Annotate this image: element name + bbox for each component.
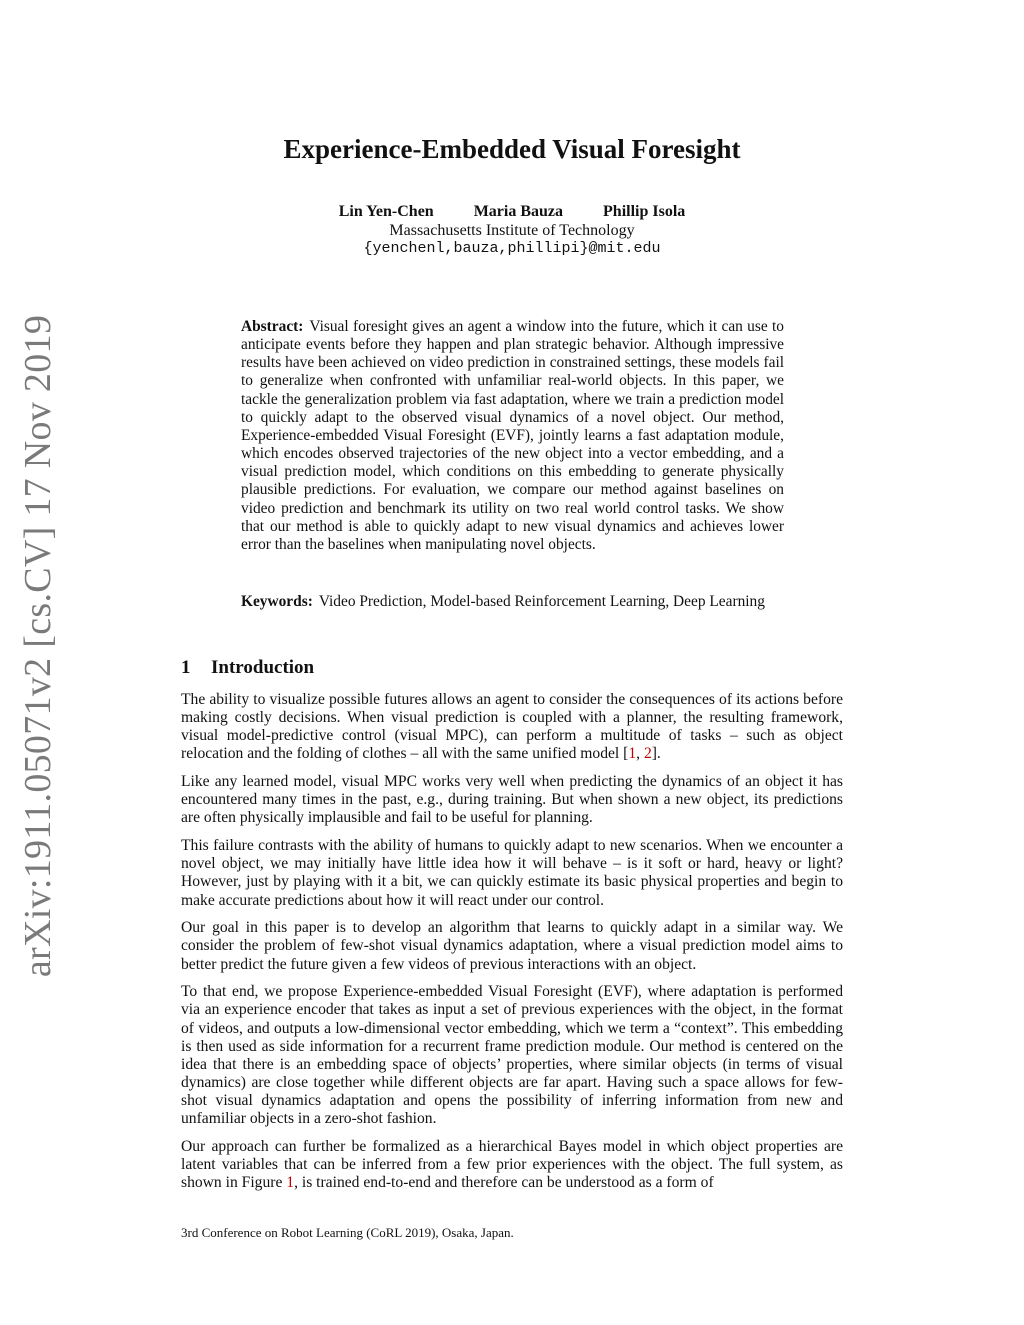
paragraph-text-end: , is trained end-to-end and therefore can be understood as a form of: [294, 1174, 714, 1192]
section-heading: [181, 657, 314, 679]
author-list: [0, 203, 1024, 221]
author-name: Lin Yen-Chen: [338, 203, 434, 220]
paragraph: To that end, we propose Experience-embedded Visual Foresight (EVF), where adaptation is performed via an experience encoder that takes as input a set of previous experiences with the object, in the format of videos, and outputs a low-dimensional vector embedding, which we term a “context”. This embedding is then used as side information for a recurrent frame prediction module. Our method is centered on the idea that there is an embedding space of objects’ properties, where similar objects (in terms of visual dynamics) are close together while different objects are far apart. Having such a space allows for few-shot visual dynamics adaptation and opens the possibility of inferring information from new and unfamiliar objects in a zero-shot fashion.: [181, 983, 843, 1128]
introduction-body: [181, 691, 843, 1192]
section-title: Introduction: [211, 657, 315, 678]
paragraph-text-end: ].: [651, 745, 661, 763]
paragraph: This failure contrasts with the ability of humans to quickly adapt to new scenarios. When we encounter a novel object, we may initially have little idea how it will behave – is it soft or hard, heavy or light? However, just by playing with it a bit, we can quickly estimate its basic physical properties and begin to make accurate predictions about how it will react under our control.: [181, 837, 843, 909]
affiliation: Massachusetts Institute of Technology: [389, 222, 635, 239]
citation-link[interactable]: 2: [643, 745, 652, 763]
conference-footnote: 3rd Conference on Robot Learning (CoRL 2019), Osaka, Japan.: [181, 1225, 514, 1240]
arxiv-sidebar-stamp: [4, 314, 72, 977]
abstract: [241, 318, 784, 554]
abstract-label: Abstract:: [241, 318, 304, 335]
paragraph: Like any learned model, visual MPC works very well when predicting the dynamics of an object it has encountered many times in the past, e.g., during training. But when shown a new object, its predictions are often physically implausible and fail to be useful for planning.: [181, 773, 843, 827]
paper-title: Experience-Embedded Visual Foresight: [283, 134, 741, 164]
author-email: {yenchenl,bauza,phillipi}@mit.edu: [363, 240, 661, 257]
author-name: Maria Bauza: [473, 203, 564, 220]
author-name: Phillip Isola: [603, 203, 686, 220]
citation-link[interactable]: 1: [628, 745, 637, 763]
arxiv-identifier: arXiv:1911.05071v2 [cs.CV] 17 Nov 2019: [17, 314, 59, 977]
figure-reference-link[interactable]: 1: [286, 1174, 295, 1192]
paragraph: Our goal in this paper is to develop an algorithm that learns to quickly adapt in a similar way. We consider the problem of few-shot visual dynamics adaptation, where a visual prediction model aims to better predict the future given a few videos of previous interactions with an object.: [181, 919, 843, 973]
keywords: [241, 593, 784, 611]
paragraph-text: The ability to visualize possible futures allows an agent to consider the consequences of its actions before making costly decisions. When visual prediction is coupled with a planner, the resulting framework, visual model-predictive control (visual MPC), can perform a multitude of tasks – such as object relocation and the folding of clothes – all with the same unified model [: [181, 691, 843, 763]
paragraph: [181, 1138, 843, 1192]
keywords-text: Video Prediction, Model-based Reinforcement Learning, Deep Learning: [318, 593, 765, 610]
keywords-label: Keywords:: [241, 593, 313, 610]
section-number: 1: [181, 657, 191, 678]
citation-separator: ,: [636, 745, 644, 763]
paragraph: [181, 691, 843, 764]
paragraph-text: Our approach can further be formalized as a hierarchical Bayes model in which object properties are latent variables that can be inferred from a few prior experiences with the object. The full system, as shown in Figure: [181, 1137, 843, 1192]
abstract-text: Visual foresight gives an agent a window into the future, which it can use to anticipate events before they happen and plan strategic behavior. Although impressive results have been achieved on video prediction in constrained settings, these models fail to generalize when confronted with unfamiliar real-world objects. In this paper, we tackle the generalization problem via fast adaptation, where we train a prediction model to quickly adapt to the observed visual dynamics of a novel object. Our method, Experience-embedded Visual Foresight (EVF), jointly learns a fast adaptation module, which encodes observed trajectories of the new object into a vector embedding, and a visual prediction model, which conditions on this embedding to generate physically plausible predictions. For evaluation, we compare our method against baselines on video prediction and benchmark its utility on two real world control tasks. We show that our method is able to quickly adapt to new visual dynamics and achieves lower error than the baselines when manipulating novel objects.: [241, 318, 784, 553]
